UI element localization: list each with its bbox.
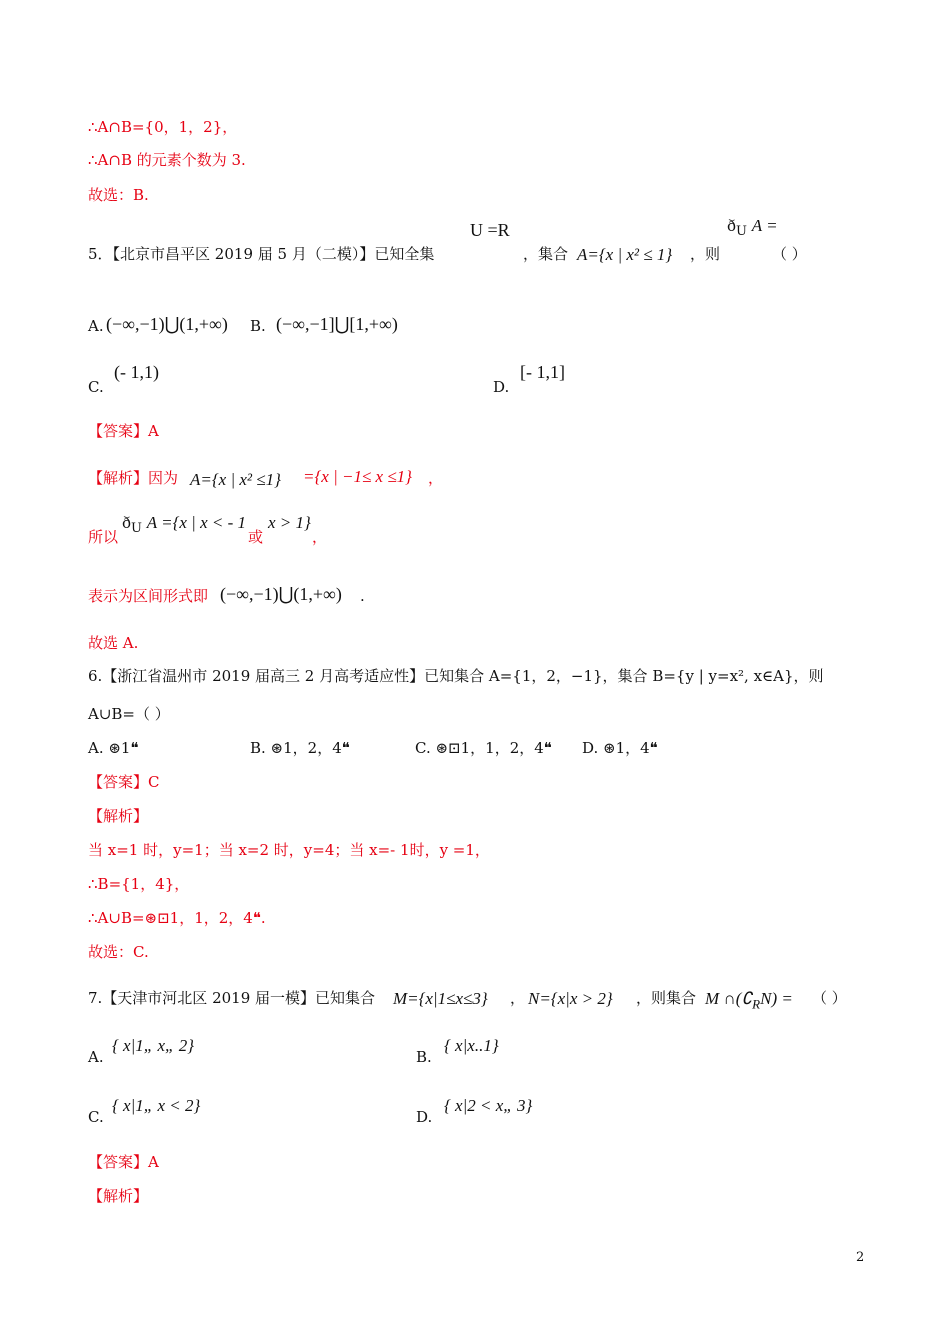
option-c: (- 1,1)	[114, 362, 159, 382]
set-a-expr: A={x | x² ≤ 1}	[577, 245, 673, 264]
option-a: A. ⊛1❝	[88, 739, 139, 757]
set-n-expr: N={x|x > 2}	[528, 989, 613, 1008]
set-m-expr: M={x|1≤x≤3}	[393, 989, 488, 1008]
set-separator: ，	[510, 989, 526, 1007]
option-d-label: D.	[416, 1108, 433, 1126]
question-stem: 5．【北京市昌平区 2019 届 5 月（二模）】已知全集	[88, 245, 435, 263]
question-stem: 7.【天津市河北区 2019 届一模】已知集合	[88, 989, 376, 1007]
complement-rest: A =	[751, 216, 778, 235]
suoyi-label: 所以	[88, 528, 119, 546]
option-b-label: B.	[416, 1048, 432, 1066]
analysis-label: 【解析】	[88, 807, 149, 825]
solution-line: 故选：B.	[88, 186, 149, 204]
interval-dot: .	[360, 587, 365, 605]
intersection-start: M ∩(∁	[705, 989, 753, 1008]
choose-line: 故选 A.	[88, 634, 139, 652]
suoyi-comma: ，	[312, 528, 328, 546]
choose-line: 故选：C.	[88, 943, 149, 961]
analysis-comma: ，	[428, 469, 444, 487]
option-d: D. ⊛1，4❝	[582, 739, 658, 757]
question-stem: 6.【浙江省温州市 2019 届高三 2 月高考适应性】已知集合 A={1，2，−1}，集合 B={y | y=x², x∈A}，则	[88, 667, 824, 685]
analysis-expr-2: ={x | −1≤ x ≤1}	[303, 467, 412, 486]
solution-line: ∴A∪B=⊛⊡1，1，2，4❝.	[88, 909, 266, 927]
interval-expr: (−∞,−1)⋃(1,+∞)	[220, 584, 342, 604]
complement-expr-2	[122, 513, 246, 539]
solution-line: 当 x=1 时，y=1；当 x=2 时，y=4；当 x=- 1时，y =1，	[88, 841, 490, 859]
option-b-label: B.	[250, 317, 266, 335]
intersection-sub: R	[752, 996, 761, 1012]
option-c: C. ⊛⊡1，1，2，4❝	[415, 739, 552, 757]
option-c-label: C.	[88, 1108, 104, 1126]
option-d: [- 1,1]	[520, 362, 565, 382]
complement-sub-2: U	[131, 521, 142, 536]
answer-paren: （ ）	[772, 245, 807, 263]
option-b: { x|x..1}	[444, 1036, 499, 1055]
page-number: 2	[856, 1250, 865, 1265]
question-stem-2: A∪B=（ ）	[88, 705, 170, 723]
complement-end: x > 1}	[268, 513, 311, 532]
answer-line: 【答案】C	[88, 773, 160, 791]
option-d-label: D.	[493, 378, 510, 396]
complement-symbol-2: ð	[122, 514, 132, 532]
analysis-label: 【解析】因为	[88, 469, 179, 487]
question-stem-end: ，则	[690, 245, 721, 263]
intersection-end: N) =	[760, 989, 793, 1008]
solution-line: ∴A∩B 的元素个数为 3.	[88, 151, 246, 169]
question-stem-mid: ，集合	[523, 245, 569, 263]
universal-set-expr: U =R	[470, 220, 510, 240]
option-a-label: A.	[88, 1048, 104, 1066]
analysis-expr-1: A={x | x² ≤1}	[190, 470, 281, 489]
complement-expr	[727, 216, 778, 242]
option-a: (−∞,−1)⋃(1,+∞)	[106, 314, 228, 334]
answer-paren: （ ）	[812, 989, 847, 1007]
interval-label: 表示为区间形式即	[88, 587, 209, 605]
option-b: (−∞,−1]⋃[1,+∞)	[276, 314, 398, 334]
analysis-label: 【解析】	[88, 1187, 149, 1205]
option-a-label: A.	[88, 317, 104, 335]
complement-rest-2: A ={x | x < - 1	[146, 513, 247, 532]
complement-symbol: ð	[727, 217, 737, 235]
solution-line: ∴A∩B={0，1，2}，	[88, 118, 238, 136]
option-c-label: C.	[88, 378, 104, 396]
huo-label: 或	[248, 528, 264, 546]
option-c: { x|1„ x < 2}	[112, 1096, 201, 1115]
answer-line: 【答案】A	[88, 422, 159, 440]
solution-line: ∴B={1，4}，	[88, 875, 190, 893]
complement-sub: U	[736, 224, 747, 239]
answer-line: 【答案】A	[88, 1153, 159, 1171]
option-b: B. ⊛1，2，4❝	[250, 739, 350, 757]
option-d: { x|2 < x„ 3}	[444, 1096, 533, 1115]
option-a: { x|1„ x„ 2}	[112, 1036, 195, 1055]
question-stem-end: ，则集合	[636, 989, 697, 1007]
intersection-expr	[705, 989, 793, 1014]
